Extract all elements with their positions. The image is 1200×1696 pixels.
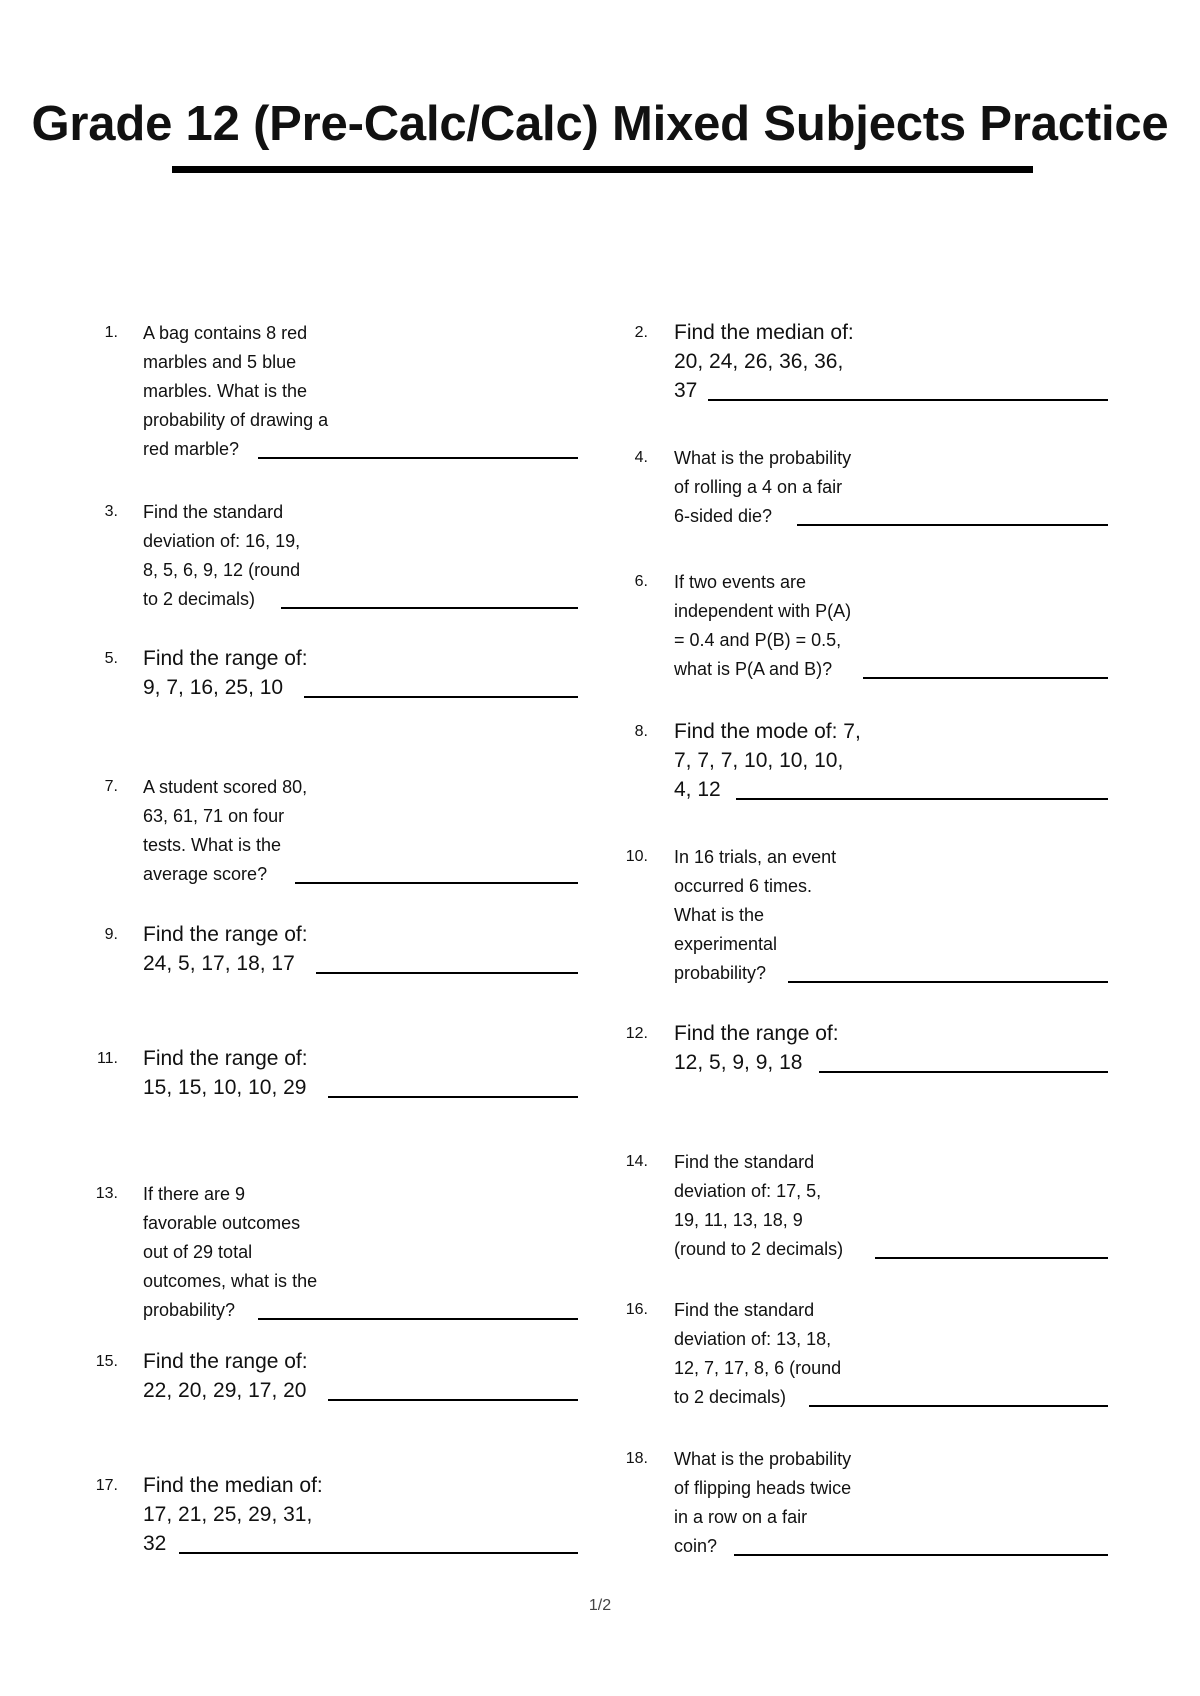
question-text-line: probability of drawing a	[143, 410, 329, 430]
question-text-line: What is the probability	[674, 1449, 852, 1469]
question-text-line: marbles and 5 blue	[143, 352, 297, 372]
question-text-line: Find the range of:	[143, 1350, 308, 1373]
question-text-line: Find the median of:	[143, 1474, 323, 1497]
question-text-line: out of 29 total	[143, 1242, 253, 1262]
answer-line[interactable]	[736, 798, 1108, 800]
question-text-line: What is the probability	[674, 448, 852, 468]
question-text-line: deviation of: 17, 5,	[674, 1181, 822, 1201]
question-text-line: experimental	[674, 934, 778, 954]
question-number: 1.	[104, 324, 118, 341]
question-text-line: 24, 5, 17, 18, 17	[143, 952, 295, 975]
question-number: 11.	[96, 1050, 118, 1067]
question-number: 2.	[634, 324, 648, 341]
answer-line[interactable]	[875, 1257, 1108, 1259]
question-number: 3.	[104, 503, 118, 520]
answer-line[interactable]	[797, 524, 1108, 526]
question-text-line: = 0.4 and P(B) = 0.5,	[674, 630, 842, 650]
question-text-line: 63, 61, 71 on four	[143, 806, 285, 826]
question-number: 15.	[95, 1353, 118, 1370]
question-text-line: In 16 trials, an event	[674, 847, 837, 867]
question-text-line: occurred 6 times.	[674, 876, 813, 896]
answer-line[interactable]	[809, 1405, 1108, 1407]
answer-line[interactable]	[819, 1071, 1108, 1073]
question-text-line: 32	[143, 1532, 167, 1555]
answer-line[interactable]	[295, 882, 578, 884]
question-text-line: If two events are	[674, 572, 807, 592]
answer-line[interactable]	[258, 457, 578, 459]
question-number: 18.	[625, 1450, 648, 1467]
question-text	[143, 498, 300, 614]
question-text-line: 15, 15, 10, 10, 29	[143, 1076, 307, 1099]
question-text-line: 22, 20, 29, 17, 20	[143, 1379, 307, 1402]
question-text	[674, 717, 861, 804]
answer-line[interactable]	[328, 1399, 578, 1401]
question-number: 10.	[625, 848, 648, 865]
answer-line[interactable]	[863, 677, 1108, 679]
question-text-line: marbles. What is the	[143, 381, 308, 401]
question-text-line: 7, 7, 7, 10, 10, 10,	[674, 749, 844, 772]
question-text	[143, 1044, 308, 1102]
answer-line[interactable]	[734, 1554, 1108, 1556]
question-number: 9.	[104, 926, 118, 943]
answer-line[interactable]	[328, 1096, 578, 1098]
question-text-line: 6-sided die?	[674, 506, 773, 526]
question-text	[143, 319, 328, 464]
question-text-line: outcomes, what is the	[143, 1271, 318, 1291]
question-number: 17.	[95, 1477, 118, 1494]
question-text	[143, 773, 307, 889]
answer-line[interactable]	[788, 981, 1108, 983]
question-text-line: Find the mode of: 7,	[674, 720, 861, 743]
question-text-line: tests. What is the	[143, 835, 282, 855]
question-number: 12.	[625, 1025, 648, 1042]
question-text	[674, 1148, 843, 1264]
question-text-line: deviation of: 13, 18,	[674, 1329, 832, 1349]
question-number: 13.	[95, 1185, 118, 1202]
question-text-line: red marble?	[143, 439, 240, 459]
question-text	[143, 920, 308, 978]
question-text-line: Find the range of:	[143, 1047, 308, 1070]
answer-line[interactable]	[258, 1318, 578, 1320]
question-text-line: Find the median of:	[674, 321, 854, 344]
question-text-line: probability?	[143, 1300, 236, 1320]
question-text-line: 17, 21, 25, 29, 31,	[143, 1503, 313, 1526]
question-number: 5.	[104, 650, 118, 667]
question-text-line: in a row on a fair	[674, 1507, 808, 1527]
question-text-line: favorable outcomes	[143, 1213, 301, 1233]
question-text	[143, 1471, 323, 1558]
question-text-line: 9, 7, 16, 25, 10	[143, 676, 284, 699]
question-text	[143, 1347, 308, 1405]
question-text	[674, 1445, 851, 1561]
question-text-line: Find the range of:	[674, 1022, 839, 1045]
question-text-line: of flipping heads twice	[674, 1478, 852, 1498]
question-text-line: to 2 decimals)	[143, 589, 256, 609]
question-number: 8.	[634, 723, 648, 740]
question-text-line: to 2 decimals)	[674, 1387, 787, 1407]
question-number: 14.	[625, 1153, 648, 1170]
question-text-line: independent with P(A)	[674, 601, 852, 621]
question-text-line: 20, 24, 26, 36, 36,	[674, 350, 844, 373]
page-title: Grade 12 (Pre-Calc/Calc) Mixed Subjects Practice	[31, 97, 1169, 151]
question-text	[674, 1019, 839, 1077]
answer-line[interactable]	[304, 696, 578, 698]
question-number: 6.	[634, 573, 648, 590]
answer-line[interactable]	[281, 607, 578, 609]
question-text-line: 4, 12	[674, 778, 721, 801]
question-text-line: 12, 7, 17, 8, 6 (round	[674, 1358, 842, 1378]
answer-line[interactable]	[708, 399, 1108, 401]
question-text	[143, 1180, 317, 1325]
question-text-line: A bag contains 8 red	[143, 323, 308, 343]
question-text	[674, 318, 854, 405]
page-indicator: 1/2	[588, 1597, 612, 1614]
question-number: 16.	[625, 1301, 648, 1318]
question-text-line: Find the range of:	[143, 647, 308, 670]
answer-line[interactable]	[179, 1552, 578, 1554]
question-text-line: 37	[674, 379, 698, 402]
question-text-line: of rolling a 4 on a fair	[674, 477, 843, 497]
question-text-line: What is the	[674, 905, 765, 925]
question-text-line: coin?	[674, 1536, 718, 1556]
question-text-line: 12, 5, 9, 9, 18	[674, 1051, 803, 1074]
question-text-line: 19, 11, 13, 18, 9	[674, 1210, 803, 1230]
question-text-line: A student scored 80,	[143, 777, 308, 797]
question-text	[674, 1296, 841, 1412]
question-text-line: Find the standard	[143, 502, 284, 522]
question-number: 7.	[104, 778, 118, 795]
question-text-line: deviation of: 16, 19,	[143, 531, 301, 551]
question-text-line: Find the range of:	[143, 923, 308, 946]
question-number: 4.	[634, 449, 648, 466]
question-text-line: probability?	[674, 963, 767, 983]
question-text	[674, 444, 851, 531]
question-text	[674, 843, 836, 988]
question-text-line: Find the standard	[674, 1152, 815, 1172]
answer-line[interactable]	[316, 972, 578, 974]
question-text-line: If there are 9	[143, 1184, 246, 1204]
question-text-line: average score?	[143, 864, 268, 884]
question-text-line: (round to 2 decimals)	[674, 1239, 844, 1259]
question-text-line: 8, 5, 6, 9, 12 (round	[143, 560, 301, 580]
question-text-line: Find the standard	[674, 1300, 815, 1320]
question-text	[143, 644, 308, 702]
title-divider	[172, 166, 1033, 173]
question-text	[674, 568, 851, 684]
question-text-line: what is P(A and B)?	[674, 659, 833, 679]
